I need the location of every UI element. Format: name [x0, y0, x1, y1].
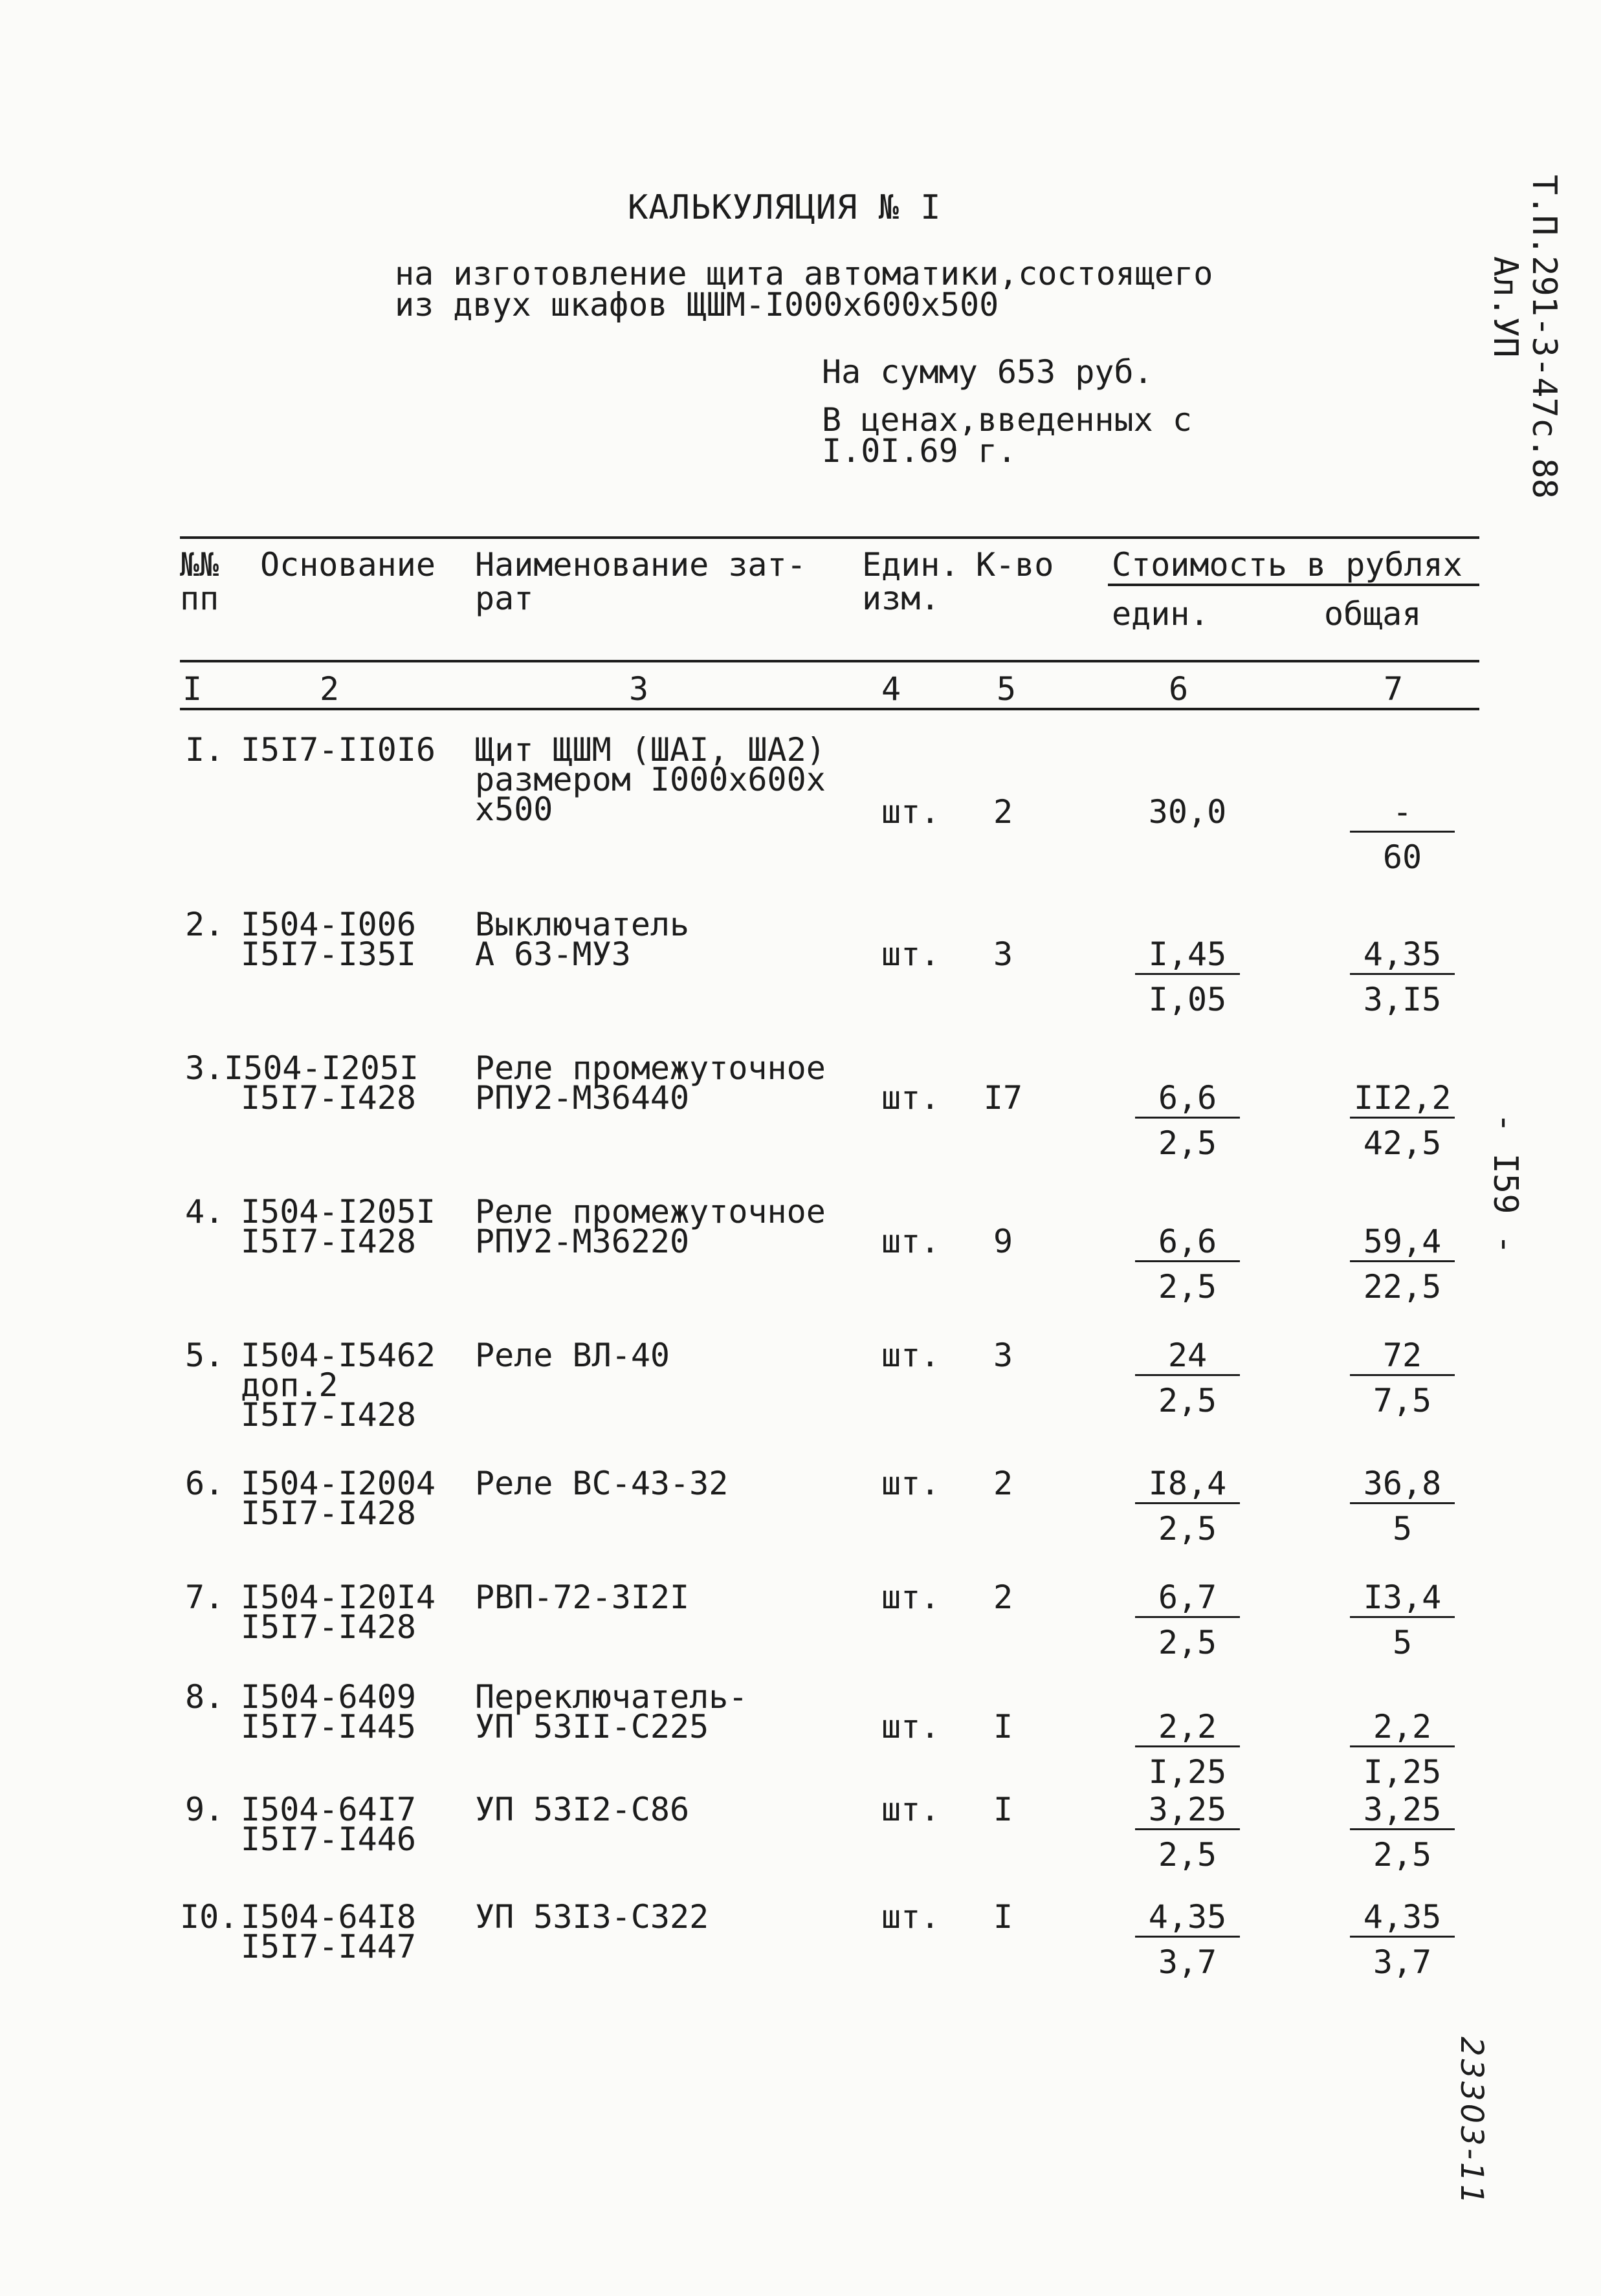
row-name-line: РПУ2-М36440	[475, 1079, 690, 1117]
row-name-line: РПУ2-М36220	[475, 1223, 690, 1260]
row-name-line: УП 53I2-С86	[475, 1791, 690, 1828]
row-total-cost-fraction-line	[1350, 1745, 1455, 1747]
side-album: Ал.УП	[1486, 256, 1525, 358]
row-total-cost-fraction-line	[1350, 1374, 1455, 1376]
row-unit: шт.	[881, 1223, 940, 1260]
row-total-cost-top: -	[1392, 793, 1413, 831]
row-basis-line: доп.2	[241, 1366, 338, 1404]
row-name-line: УП 53I3-С322	[475, 1898, 709, 1936]
row-unit-cost-fraction-line	[1135, 1502, 1240, 1504]
row-unit-cost-fraction-line	[1135, 1117, 1240, 1119]
col-number-1: I	[182, 670, 203, 708]
row-basis-line: I5I7-II0I6	[241, 731, 436, 769]
row-qty: I	[993, 1898, 1013, 1936]
header-total-cost: общая	[1324, 595, 1422, 633]
row-unit-cost-top: 2,2	[1158, 1708, 1217, 1745]
row-name-line: Реле ВЛ-40	[475, 1337, 670, 1374]
row-unit: шт.	[881, 1079, 940, 1117]
row-basis-line: I5I7-I428	[241, 1396, 416, 1434]
row-unit: шт.	[881, 793, 940, 831]
row-name-line: Реле ВС-43-32	[475, 1465, 729, 1502]
row-unit-cost-bottom: 2,5	[1158, 1268, 1217, 1306]
header-bottom-rule	[180, 660, 1479, 662]
row-unit-cost-top: 3,25	[1148, 1791, 1227, 1828]
row-qty: 2	[993, 1465, 1013, 1502]
header-name-2: рат	[475, 580, 534, 617]
row-name-line: Реле промежуточное	[475, 1049, 826, 1087]
row-total-cost-fraction-line	[1350, 1117, 1455, 1119]
archive-stamp: 23303-11	[1453, 2037, 1490, 2207]
row-total-cost-bottom: 42,5	[1363, 1124, 1442, 1162]
row-total-cost-bottom: 2,5	[1373, 1836, 1432, 1874]
row-unit-cost-fraction-line	[1135, 1828, 1240, 1830]
row-basis-line: I5I7-I447	[241, 1928, 416, 1965]
row-total-cost-fraction-line	[1350, 1616, 1455, 1618]
row-name-line: А 63-МУЗ	[475, 935, 631, 973]
row-unit-cost-top: 6,6	[1158, 1223, 1217, 1260]
row-basis-line: I504-I2004	[241, 1465, 436, 1502]
row-unit-cost-top: 30,0	[1148, 793, 1227, 831]
row-unit: шт.	[881, 935, 940, 973]
row-unit: шт.	[881, 1708, 940, 1745]
row-unit: шт.	[881, 1791, 940, 1828]
row-name-line: Щит ЩШМ (ШАI, ША2)	[475, 731, 826, 769]
row-unit: шт.	[881, 1898, 940, 1936]
row-basis-line: I504-I20I4	[241, 1579, 436, 1616]
row-total-cost-fraction-line	[1350, 831, 1455, 833]
row-basis-line: I504-64I7	[241, 1791, 416, 1828]
row-number: 9.	[185, 1791, 225, 1828]
cost-subheader-rule	[1108, 584, 1479, 586]
col-number-2: 2	[320, 670, 340, 708]
row-qty: 2	[993, 793, 1013, 831]
header-unit-2: изм.	[862, 580, 940, 617]
row-total-cost-top: 4,35	[1363, 935, 1442, 973]
row-total-cost-fraction-line	[1350, 973, 1455, 975]
row-unit-cost-top: 6,6	[1158, 1079, 1217, 1117]
row-number: I.	[185, 731, 225, 769]
row-total-cost-bottom: 3,I5	[1363, 981, 1442, 1018]
row-unit-cost-fraction-line	[1135, 1374, 1240, 1376]
row-unit-cost-bottom: 2,5	[1158, 1124, 1217, 1162]
row-total-cost-top: 72	[1382, 1337, 1422, 1374]
row-basis-line: I504-I205I	[241, 1193, 436, 1230]
row-total-cost-bottom: 22,5	[1363, 1268, 1442, 1306]
row-total-cost-fraction-line	[1350, 1936, 1455, 1938]
row-basis-line: I5I7-I428	[241, 1494, 416, 1532]
row-unit-cost-fraction-line	[1135, 973, 1240, 975]
page-title: КАЛЬКУЛЯЦИЯ № I	[628, 188, 942, 227]
row-unit: шт.	[881, 1337, 940, 1374]
row-qty: 2	[993, 1579, 1013, 1616]
row-basis-line: I504-I205I	[224, 1049, 419, 1087]
row-number: 4.	[185, 1193, 225, 1230]
row-basis-line: I5I7-I428	[241, 1608, 416, 1646]
header-unit-cost: един.	[1112, 595, 1209, 633]
col-number-6: 6	[1169, 670, 1189, 708]
col-number-5: 5	[997, 670, 1017, 708]
row-total-cost-top: I3,4	[1363, 1579, 1442, 1616]
row-total-cost-fraction-line	[1350, 1828, 1455, 1830]
row-unit-cost-bottom: 2,5	[1158, 1382, 1217, 1419]
page-number: - I59 -	[1486, 1113, 1525, 1255]
row-basis-line: I504-I006	[241, 906, 416, 943]
row-total-cost-fraction-line	[1350, 1502, 1455, 1504]
row-unit-cost-bottom: 2,5	[1158, 1836, 1217, 1874]
row-unit: шт.	[881, 1465, 940, 1502]
row-basis-line: I5I7-I428	[241, 1223, 416, 1260]
row-number: 2.	[185, 906, 225, 943]
row-total-cost-top: II2,2	[1354, 1079, 1452, 1117]
row-name-line: УП 53II-С225	[475, 1708, 709, 1745]
side-code: Т.П.291-3-47с.88	[1525, 175, 1563, 499]
header-qty: К-во	[976, 546, 1054, 584]
header-unit-1: Един.	[862, 546, 960, 584]
row-name-line: Реле промежуточное	[475, 1193, 826, 1230]
row-unit-cost-top: 6,7	[1158, 1579, 1217, 1616]
row-total-cost-top: 59,4	[1363, 1223, 1442, 1260]
row-total-cost-bottom: 5	[1392, 1510, 1413, 1547]
row-unit-cost-fraction-line	[1135, 1260, 1240, 1262]
row-qty: I7	[983, 1079, 1023, 1117]
row-number: 7.	[185, 1579, 225, 1616]
row-total-cost-bottom: 5	[1392, 1624, 1413, 1661]
sum-line: На сумму 653 руб.	[822, 353, 1153, 391]
row-total-cost-top: 2,2	[1373, 1708, 1432, 1745]
row-name-line: Выключатель	[475, 906, 690, 943]
row-qty: 3	[993, 1337, 1013, 1374]
row-basis-line: I5I7-I35I	[241, 935, 416, 973]
row-unit-cost-fraction-line	[1135, 1616, 1240, 1618]
row-basis-line: I5I7-I428	[241, 1079, 416, 1117]
row-basis-line: I504-I5462	[241, 1337, 436, 1374]
row-number: 3.	[185, 1049, 225, 1087]
col-number-3: 3	[629, 670, 649, 708]
row-qty: I	[993, 1791, 1013, 1828]
col-number-7: 7	[1384, 670, 1404, 708]
row-unit-cost-top: I,45	[1148, 935, 1227, 973]
col-number-4: 4	[881, 670, 901, 708]
row-number: 8.	[185, 1678, 225, 1716]
row-unit-cost-fraction-line	[1135, 1936, 1240, 1938]
row-basis-line: I5I7-I445	[241, 1708, 416, 1745]
col-numbers-rule	[180, 708, 1479, 710]
row-unit-cost-bottom: 2,5	[1158, 1624, 1217, 1661]
row-total-cost-top: 3,25	[1363, 1791, 1442, 1828]
row-qty: 3	[993, 935, 1013, 973]
header-basis: Основание	[260, 546, 436, 584]
row-qty: I	[993, 1708, 1013, 1745]
row-name-line: х500	[475, 791, 553, 828]
row-unit: шт.	[881, 1579, 940, 1616]
row-unit-cost-bottom: I,05	[1148, 981, 1227, 1018]
header-num-1: №№	[180, 546, 219, 584]
row-qty: 9	[993, 1223, 1013, 1260]
row-unit-cost-top: 4,35	[1148, 1898, 1227, 1936]
header-num-2: пп	[180, 580, 219, 617]
row-total-cost-bottom: I,25	[1363, 1753, 1442, 1791]
row-unit-cost-bottom: 2,5	[1158, 1510, 1217, 1547]
prices-line-1: В ценах,введенных с	[822, 401, 1192, 439]
row-unit-cost-top: I8,4	[1148, 1465, 1227, 1502]
row-total-cost-top: 4,35	[1363, 1898, 1442, 1936]
row-total-cost-bottom: 60	[1382, 838, 1422, 876]
subtitle-line-1: на изготовление щита автоматики,состоящего	[395, 255, 1213, 292]
row-unit-cost-bottom: 3,7	[1158, 1943, 1217, 1981]
row-name-line: размером I000х600х	[475, 761, 826, 798]
row-number: 5.	[185, 1337, 225, 1374]
row-number: I0.	[180, 1898, 239, 1936]
header-cost: Стоимость в рублях	[1112, 546, 1463, 584]
row-name-line: РВП-72-3I2I	[475, 1579, 690, 1616]
row-total-cost-bottom: 3,7	[1373, 1943, 1432, 1981]
row-unit-cost-fraction-line	[1135, 1745, 1240, 1747]
row-basis-line: I5I7-I446	[241, 1820, 416, 1858]
row-total-cost-bottom: 7,5	[1373, 1382, 1432, 1419]
prices-line-2: I.0I.69 г.	[822, 432, 1017, 470]
row-basis-line: I504-64I8	[241, 1898, 416, 1936]
row-unit-cost-top: 24	[1167, 1337, 1208, 1374]
row-basis-line: I504-6409	[241, 1678, 416, 1716]
table-top-rule	[180, 536, 1479, 539]
subtitle-line-2: из двух шкафов ЩШМ-I000х600х500	[395, 286, 999, 323]
row-unit-cost-bottom: I,25	[1148, 1753, 1227, 1791]
row-total-cost-fraction-line	[1350, 1260, 1455, 1262]
row-number: 6.	[185, 1465, 225, 1502]
row-total-cost-top: 36,8	[1363, 1465, 1442, 1502]
header-name-1: Наименование зат-	[475, 546, 806, 584]
row-name-line: Переключатель-	[475, 1678, 748, 1716]
